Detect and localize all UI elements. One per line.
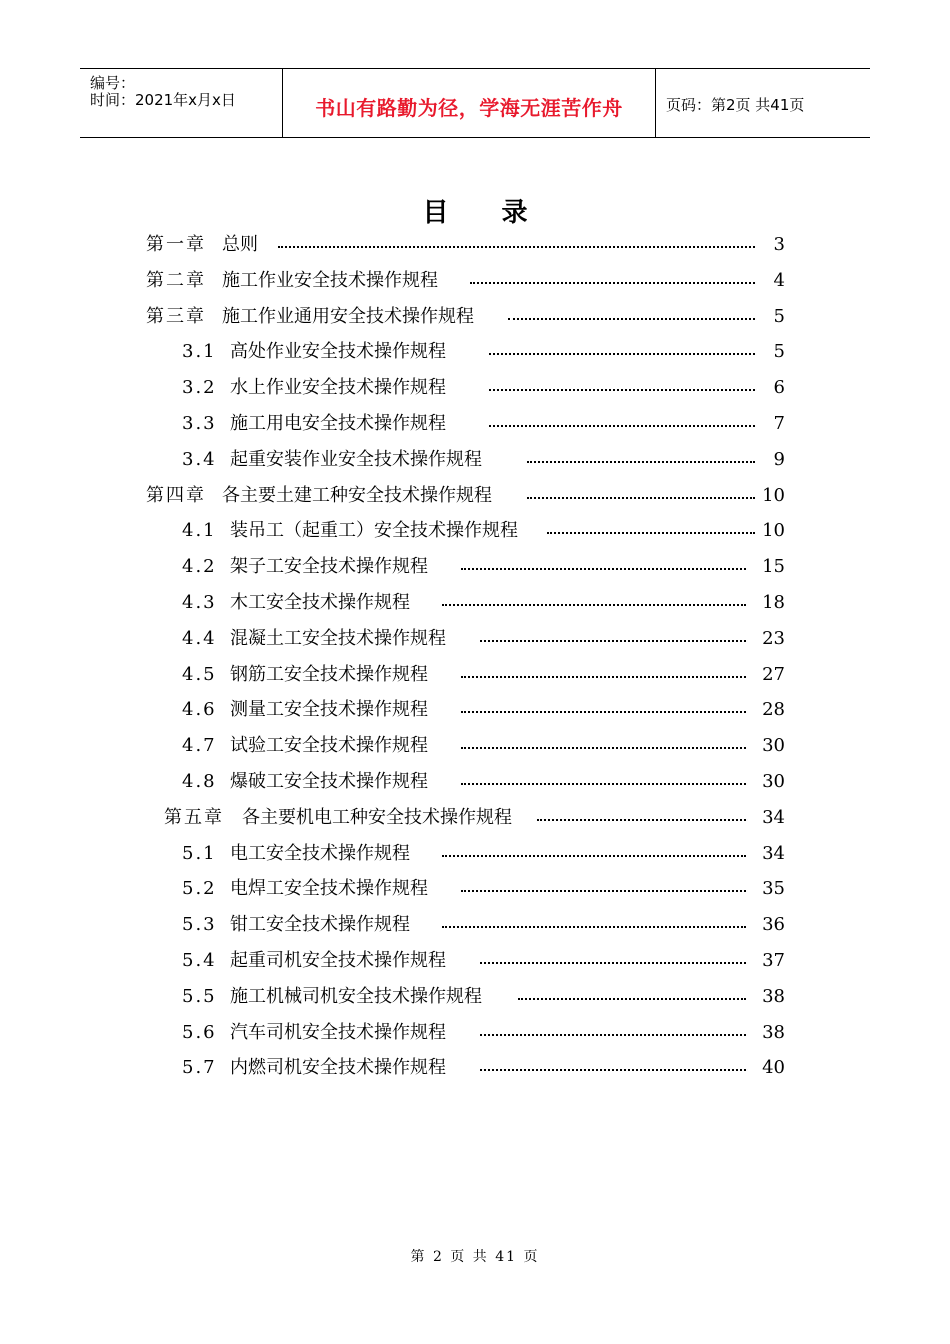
toc-entry[interactable] [0, 801, 950, 835]
toc-entry-title: 钳工安全技术操作规程 [230, 914, 410, 936]
toc-entry-number: 5.1 [182, 842, 217, 864]
toc-entry-number: 5.3 [182, 914, 217, 936]
toc-leader-dots [547, 532, 755, 534]
toc-entry-title: 高处作业安全技术操作规程 [230, 341, 446, 363]
toc-entry-number: 4.3 [182, 592, 217, 613]
toc-entry[interactable] [0, 908, 950, 942]
toc-leader-dots [442, 926, 746, 928]
toc-entry-page: 40 [762, 1057, 785, 1079]
toc-entry-number: 3.3 [182, 413, 217, 434]
toc-entry-title: 起重司机安全技术操作规程 [230, 950, 446, 971]
toc-entry-title: 试验工安全技术操作规程 [230, 735, 428, 757]
toc-entry-page: 3 [773, 234, 785, 255]
toc-entry-title: 水上作业安全技术操作规程 [230, 377, 446, 399]
toc-entry-page: 37 [762, 950, 785, 971]
toc-entry-page: 34 [762, 806, 785, 828]
toc-entry-number: 第二章 [146, 269, 206, 291]
header-meta-cell [80, 69, 282, 137]
toc-leader-dots [489, 425, 755, 427]
toc-entry[interactable] [0, 479, 950, 513]
toc-entry-page: 28 [762, 699, 785, 721]
toc-entry-page: 30 [762, 735, 785, 757]
toc-leader-dots [278, 246, 755, 248]
toc-entry[interactable] [0, 443, 950, 477]
toc-leader-dots [442, 604, 746, 606]
toc-entry[interactable] [0, 586, 950, 620]
toc-entry-number: 3.4 [182, 448, 217, 470]
toc-entry-title: 装吊工（起重工）安全技术操作规程 [230, 520, 518, 542]
toc-entry-number: 5.5 [182, 985, 217, 1007]
toc-leader-dots [461, 890, 746, 892]
document-time-label: 时间：2021年x月x日 [90, 91, 236, 109]
toc-entry-title: 混凝土工安全技术操作规程 [230, 627, 446, 649]
toc-entry-number: 4.6 [182, 699, 217, 721]
header-page-info: 页码：第2页 共41页 [666, 96, 805, 114]
toc-leader-dots [508, 318, 755, 320]
toc-entry-number: 5.6 [182, 1021, 217, 1043]
toc-leader-dots [480, 1069, 746, 1071]
toc-entry-title: 爆破工安全技术操作规程 [230, 771, 428, 792]
toc-entry[interactable] [0, 300, 950, 334]
toc-entry-number: 4.7 [182, 735, 217, 757]
toc-entry-number: 第五章 [164, 806, 224, 828]
document-number-label: 编号： [90, 74, 136, 92]
toc-entry-title: 施工用电安全技术操作规程 [230, 413, 446, 434]
toc-entry[interactable] [0, 264, 950, 298]
toc-entry-page: 7 [773, 413, 785, 434]
toc-entry-page: 36 [762, 914, 785, 936]
toc-entry-title: 电焊工安全技术操作规程 [230, 878, 428, 900]
toc-entry-page: 10 [762, 520, 785, 542]
toc-entry-page: 4 [773, 269, 785, 291]
toc-leader-dots [480, 962, 746, 964]
toc-entry-page: 18 [762, 592, 785, 613]
toc-leader-dots [489, 389, 755, 391]
toc-entry-title: 钢筋工安全技术操作规程 [230, 663, 428, 685]
toc-entry-page: 5 [773, 341, 785, 363]
toc-entry-title: 总则 [222, 234, 258, 255]
toc-entry-page: 9 [773, 448, 785, 470]
toc-entry-title: 起重安装作业安全技术操作规程 [230, 448, 482, 470]
toc-entry-page: 27 [762, 663, 785, 685]
toc-leader-dots [527, 497, 755, 499]
toc-entry[interactable] [0, 228, 950, 262]
toc-entry-page: 10 [762, 484, 785, 506]
toc-entry-title: 内燃司机安全技术操作规程 [230, 1057, 446, 1079]
toc-entry[interactable] [0, 1051, 950, 1085]
toc-entry[interactable] [0, 514, 950, 548]
toc-entry-number: 第一章 [146, 234, 206, 255]
toc-entry[interactable] [0, 872, 950, 906]
toc-leader-dots [461, 783, 746, 785]
toc-entry[interactable] [0, 765, 950, 799]
toc-entry-title: 汽车司机安全技术操作规程 [230, 1021, 446, 1043]
toc-entry-title: 电工安全技术操作规程 [230, 842, 410, 864]
toc-entry[interactable] [0, 371, 950, 405]
toc-entry-title: 木工安全技术操作规程 [230, 592, 410, 613]
toc-entry-title: 各主要机电工种安全技术操作规程 [242, 806, 512, 828]
toc-entry[interactable] [0, 944, 950, 978]
toc-entry[interactable] [0, 407, 950, 441]
toc-entry[interactable] [0, 1016, 950, 1050]
toc-entry-number: 3.1 [182, 341, 217, 363]
toc-entry-title: 施工作业安全技术操作规程 [222, 269, 438, 291]
toc-entry-number: 4.5 [182, 663, 217, 685]
toc-entry-page: 38 [762, 1021, 785, 1043]
toc-entry-number: 5.2 [182, 878, 217, 900]
toc-leader-dots [489, 353, 755, 355]
toc-entry-number: 5.4 [182, 950, 217, 971]
toc-entry-number: 第四章 [146, 484, 206, 506]
toc-entry-number: 3.2 [182, 377, 217, 399]
toc-leader-dots [527, 461, 755, 463]
header-motto-cell [282, 69, 656, 137]
toc-entry-page: 35 [762, 878, 785, 900]
toc-entry-number: 第三章 [146, 305, 206, 327]
toc-leader-dots [461, 568, 746, 570]
toc-leader-dots [461, 676, 746, 678]
toc-entry[interactable] [0, 837, 950, 871]
toc-entry-page: 34 [762, 842, 785, 864]
toc-entry[interactable] [0, 335, 950, 369]
toc-entry-page: 6 [773, 377, 785, 399]
toc-entry-title: 架子工安全技术操作规程 [230, 556, 428, 578]
toc-leader-dots [442, 855, 746, 857]
toc-entry[interactable] [0, 729, 950, 763]
toc-entry-page: 38 [762, 985, 785, 1007]
toc-entry[interactable] [0, 693, 950, 727]
toc-entry-number: 4.4 [182, 627, 217, 649]
toc-leader-dots [537, 819, 746, 821]
toc-entry[interactable] [0, 550, 950, 584]
toc-entry-page: 5 [773, 305, 785, 327]
page-footer: 第 2 页 共 41 页 [410, 1249, 540, 1265]
toc-entry-page: 15 [762, 556, 785, 578]
toc-entry-title: 测量工安全技术操作规程 [230, 699, 428, 721]
toc-entry-number: 5.7 [182, 1057, 217, 1079]
toc-leader-dots [470, 282, 755, 284]
toc-entry-title: 各主要土建工种安全技术操作规程 [222, 484, 492, 506]
toc-entry[interactable] [0, 622, 950, 656]
toc-entry[interactable] [0, 980, 950, 1014]
toc-entry-number: 4.1 [182, 520, 217, 542]
toc-entry[interactable] [0, 658, 950, 692]
header-motto: 书山有路勤为径，学海无涯苦作舟 [315, 96, 623, 120]
toc-leader-dots [461, 711, 746, 713]
header-page-cell [656, 69, 870, 137]
toc-entry-page: 30 [762, 771, 785, 792]
toc-leader-dots [480, 640, 746, 642]
toc-entry-number: 4.2 [182, 556, 217, 578]
toc-entry-page: 23 [762, 627, 785, 649]
toc-leader-dots [518, 998, 746, 1000]
toc-entry-title: 施工机械司机安全技术操作规程 [230, 985, 482, 1007]
toc-entry-number: 4.8 [182, 771, 217, 792]
toc-title: 目 录 [422, 198, 550, 228]
toc-leader-dots [461, 747, 746, 749]
toc-entry-title: 施工作业通用安全技术操作规程 [222, 305, 474, 327]
document-header [80, 68, 870, 138]
toc-leader-dots [480, 1034, 746, 1036]
